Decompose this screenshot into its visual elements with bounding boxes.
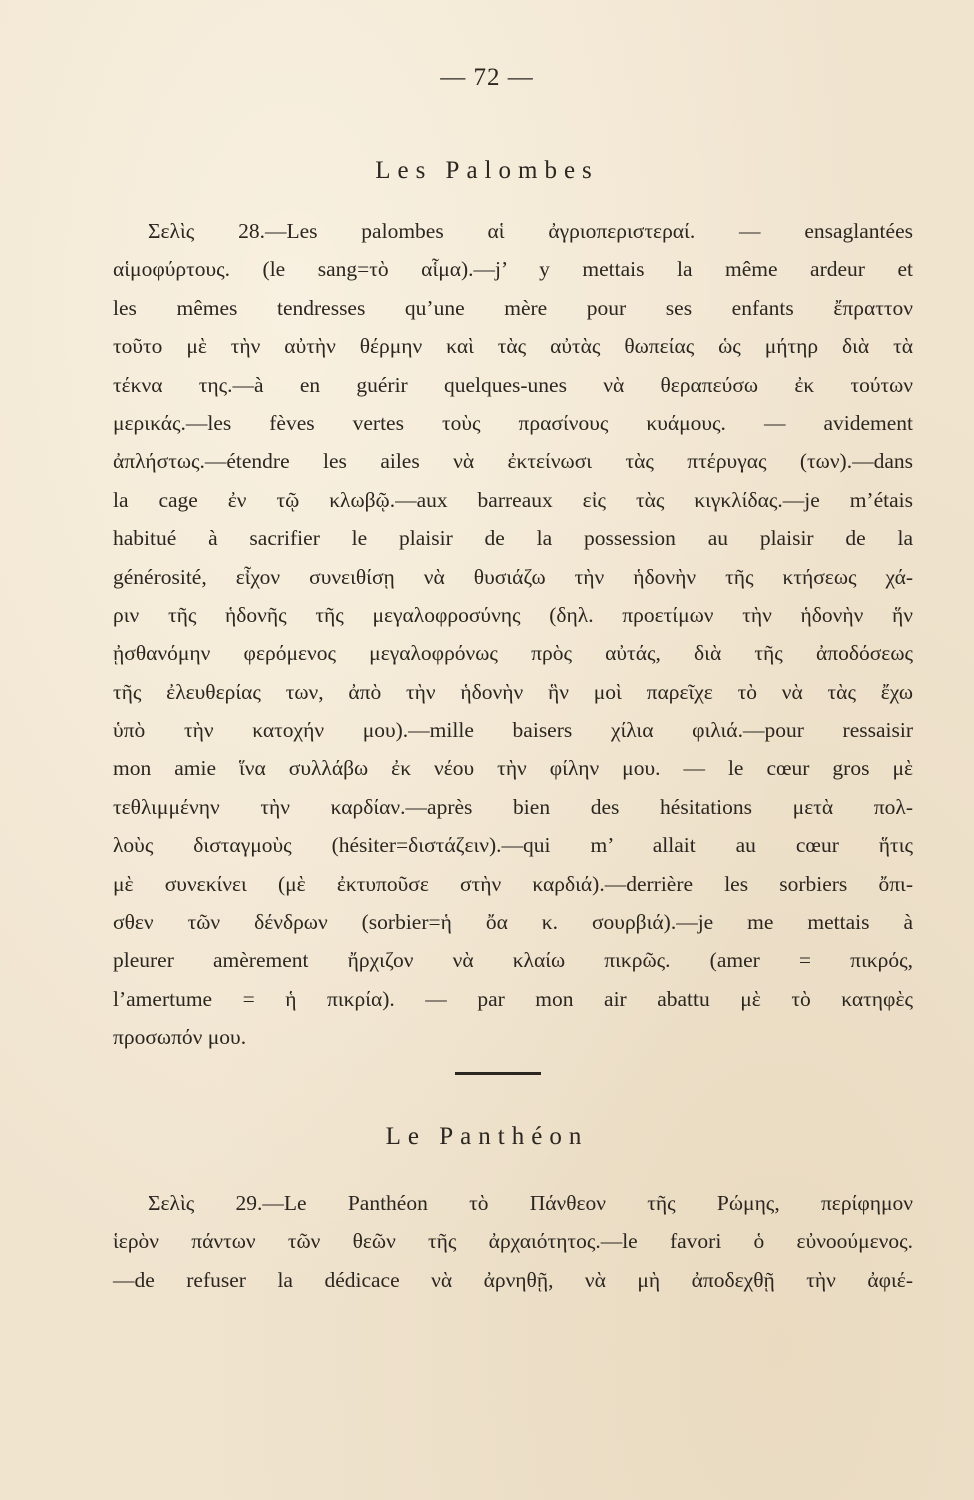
text-line: ριν τῆς ἡδονῆς τῆς μεγαλοφροσύνης (δηλ. προετίμων τὴν ἡδονὴν ἥν — [113, 602, 913, 627]
text-line: les mêmes tendresses qu’une mère pour ses enfants ἔπραττον — [113, 295, 913, 320]
text-line: pleurer amèrement ἤρχιζον νὰ κλαίω πικρῶς. (amer = πικρός, — [113, 948, 913, 973]
text-line: —de refuser la dédicace νὰ ἀρνηθῇ, νὰ μὴ ἀποδεχθῇ τὴν ἀφιέ- — [113, 1267, 913, 1292]
text-line: σθεν τῶν δένδρων (sorbier=ἡ ὄα κ. σουρβιά).—je me mettais à — [113, 910, 913, 935]
text-line: τέκνα της.—à en guérir quelques-unes νὰ θεραπεύσω ἐκ τούτων — [113, 372, 913, 397]
section-body-pantheon — [113, 1184, 913, 1299]
text-line: λοὺς δισταγμοὺς (hésiter=διστάζειν).—qui m’ allait au cœur ἥτις — [113, 833, 913, 858]
text-line: αἱμοφύρτους. (le sang=τὸ αἷμα).—j’ y mettais la même ardeur et — [113, 257, 913, 282]
text-line: τεθλιμμένην τὴν καρδίαν.—après bien des hésitations μετὰ πολ- — [113, 794, 913, 819]
text-line: habitué à sacrifier le plaisir de la possession au plaisir de la — [113, 526, 913, 551]
section-divider — [455, 1072, 541, 1075]
text-line: mon amie ἵνα συλλάβω ἐκ νέου τὴν φίλην μου. — le cœur gros μὲ — [113, 756, 913, 781]
text-line: générosité, εἶχον συνειθίσῃ νὰ θυσιάζω τὴν ἡδονὴν τῆς κτήσεως χά- — [113, 564, 913, 589]
text-line: μὲ συνεκίνει (μὲ ἐκτυποῦσε στὴν καρδιά).—derrière les sorbiers ὄπι- — [113, 871, 913, 896]
text-line: τοῦτο μὲ τὴν αὐτὴν θέρμην καὶ τὰς αὐτὰς θωπείας ὡς μήτηρ διὰ τὰ — [113, 334, 913, 359]
text-line: l’amertume = ἡ πικρία). — par mon air abattu μὲ τὸ κατηφὲς — [113, 986, 913, 1011]
text-line: Σελὶς 28.—Les palombes αἱ ἀγριοπεριστεραί. — ensaglantées — [148, 219, 913, 243]
text-line: ᾐσθανόμην φερόμενος μεγαλοφρόνως πρὸς αὐτάς, διὰ τῆς ἀποδόσεως — [113, 641, 913, 666]
text-line: la cage ἐν τῷ κλωβῷ.—aux barreaux εἰς τὰς κιγκλίδας.—je m’étais — [113, 487, 913, 512]
text-line: ὑπὸ τὴν κατοχήν μου).—mille baisers χίλια φιλιά.—pour ressaisir — [113, 718, 913, 743]
text-line: ἱερὸν πάντων τῶν θεῶν τῆς ἀρχαιότητος.—le favori ὁ εὐνοούμενος. — [113, 1229, 913, 1254]
section-body-palombes — [113, 212, 913, 1057]
text-line: ἀπλήστως.—étendre les ailes νὰ ἐκτείνωσι τὰς πτέρυγας (των).—dans — [113, 449, 913, 474]
page-number: — 72 — — [440, 64, 534, 91]
text-line: μερικάς.—les fèves vertes τοὺς πρασίνους κυάμους. — avidement — [113, 410, 913, 435]
text-line: τῆς ἐλευθερίας των, ἀπὸ τὴν ἡδονὴν ἣν μοὶ παρεῖχε τὸ νὰ τὰς ἔχω — [113, 679, 913, 704]
section-title-pantheon: Le Panthéon — [385, 1123, 589, 1150]
text-line: προσωπόν μου. — [113, 1025, 247, 1050]
text-line: Σελὶς 29.—Le Panthéon τὸ Πάνθεον τῆς Ρώμης, περίφημον — [148, 1191, 913, 1215]
section-title-palombes: Les Palombes — [375, 157, 599, 184]
